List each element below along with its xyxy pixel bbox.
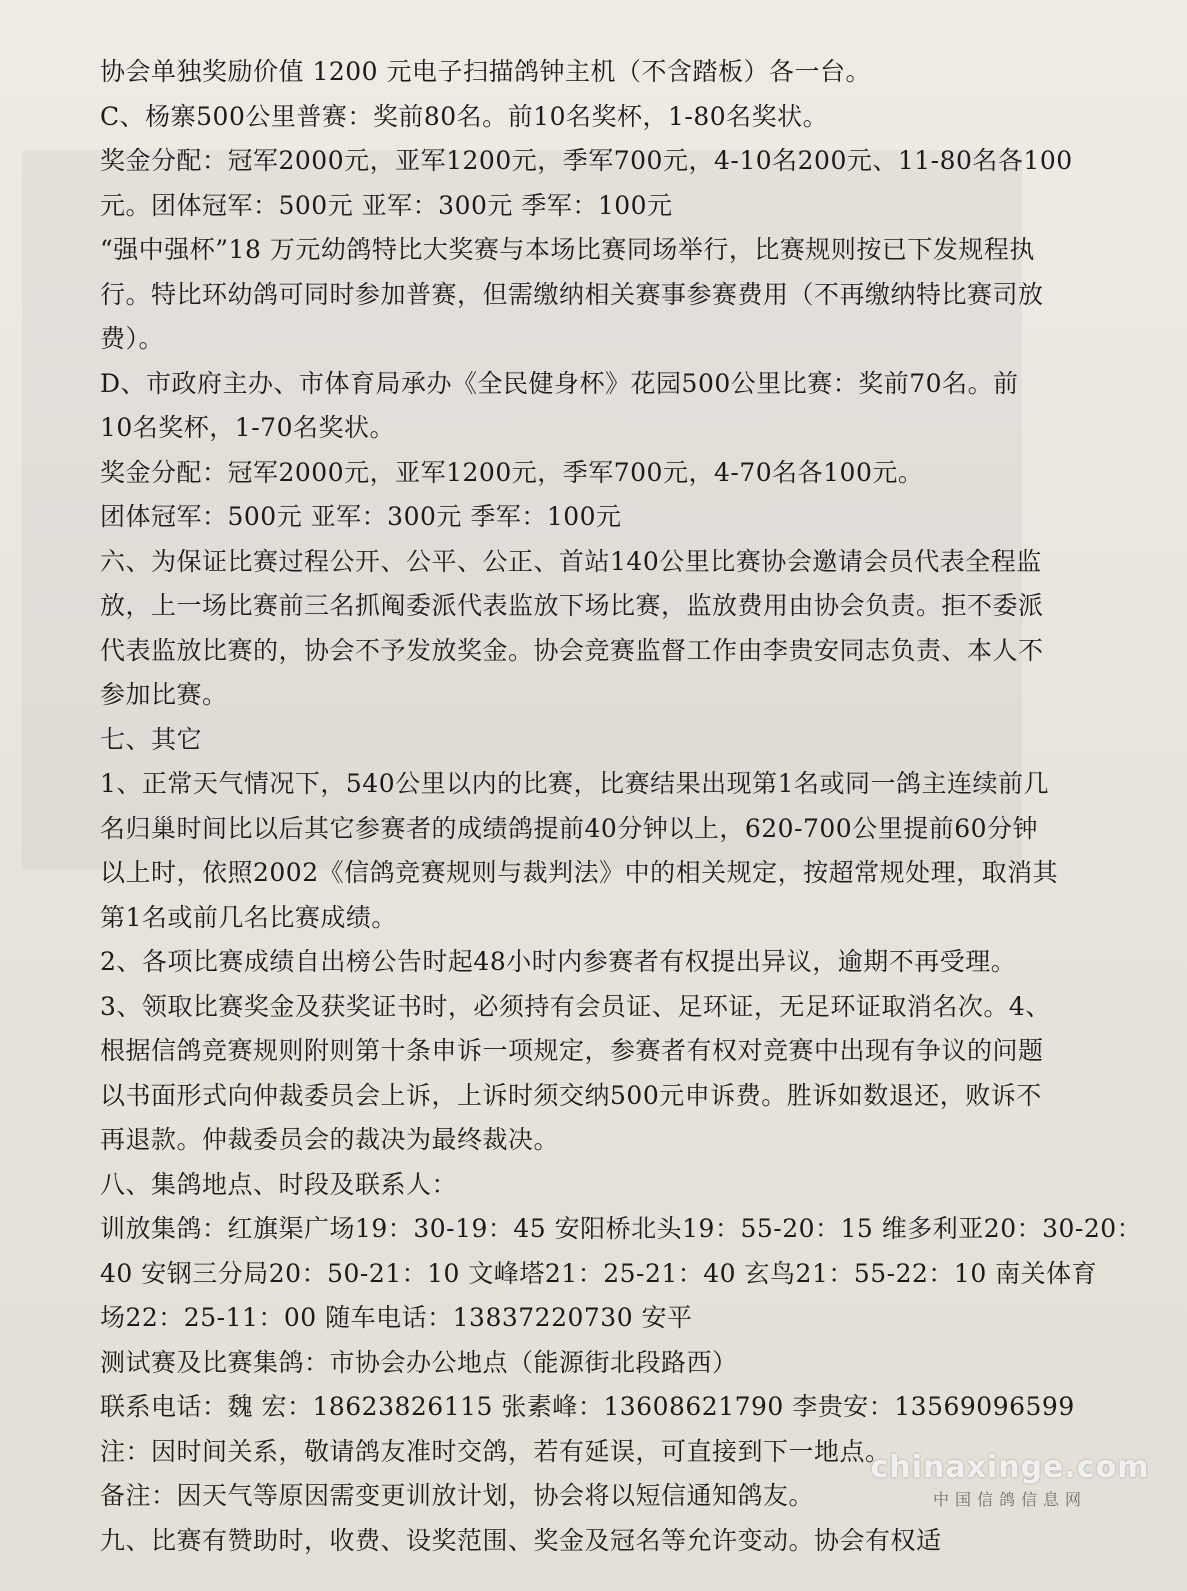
text-line: 协会单独奖励价值 1200 元电子扫描鸽钟主机（不含踏板）各一台。 xyxy=(100,57,872,86)
text-line: 场22：25-11：00 随车电话：13837220730 安平 xyxy=(100,1303,693,1332)
text-line: 代表监放比赛的，协会不予发放奖金。协会竞赛监督工作由李贵安同志负责、本人不 xyxy=(100,635,1044,665)
text-line: 行。特比环幼鸽可同时参加普赛，但需缴纳相关赛事参赛费用（不再缴纳特比赛司放 xyxy=(100,279,1044,309)
text-line: 联系电话：魏 宏：18623826115 张素峰：13608621790 李贵安：13569096599 xyxy=(100,1392,1075,1421)
text-line: 3、领取比赛奖金及获奖证书时，必须持有会员证、足环证，无足环证取消名次。4、 xyxy=(100,991,1051,1021)
text-line: “强中强杯”18 万元幼鸽特比大奖赛与本场比赛同场举行，比赛规则按已下发规程执 xyxy=(100,235,1035,264)
text-line: 以书面形式向仲裁委员会上诉，上诉时须交纳500元申诉费。胜诉如数退还，败诉不 xyxy=(100,1080,1042,1110)
text-line: D、市政府主办、市体育局承办《全民健身杯》花园500公里比赛：奖前70名。前 xyxy=(100,368,1019,398)
text-line: 参加比赛。 xyxy=(100,680,228,709)
text-line: 奖金分配：冠军2000元，亚军1200元，季军700元，4-70名各100元。 xyxy=(100,457,924,487)
document-body xyxy=(100,50,1143,1563)
text-line: 七、其它 xyxy=(100,724,203,754)
text-line: 费）。 xyxy=(100,324,165,353)
text-line: 测试赛及比赛集鸽：市协会办公地点（能源街北段路西） xyxy=(100,1347,738,1377)
watermark-site-name: chinaxinge.com xyxy=(870,1450,1150,1485)
watermark-subtitle: 中国信鸽信息网 xyxy=(932,1490,1087,1509)
text-line: 备注：因天气等原因需变更训放计划，协会将以短信通知鸽友。 xyxy=(100,1481,815,1510)
text-line: 以上时，依照2002《信鸽竞赛规则与裁判法》中的相关规定，按超常规处理，取消其 xyxy=(100,858,1059,887)
text-line: 2、各项比赛成绩自出榜公告时起48小时内参赛者有权提出异议，逾期不再受理。 xyxy=(100,947,1017,976)
text-line: 名归巢时间比以后其它参赛者的成绩鸽提前40分钟以上，620-700公里提前60分钟 xyxy=(100,813,1039,843)
text-line: 元。团体冠军：500元 亚军：300元 季军：100元 xyxy=(100,190,673,220)
text-line: 九、比赛有赞助时，收费、设奖范围、奖金及冠名等允许变动。协会有权适 xyxy=(100,1525,942,1555)
text-line: 团体冠军：500元 亚军：300元 季军：100元 xyxy=(100,502,622,531)
text-line: 再退款。仲裁委员会的裁决为最终裁决。 xyxy=(100,1125,560,1154)
site-watermark xyxy=(860,1450,1160,1510)
text-line: 训放集鸽：红旗渠广场19：30-19：45 安阳桥北头19：55-20：15 维多利亚20：30-20： xyxy=(100,1214,1143,1243)
text-line: 根据信鸽竞赛规则附则第十条申诉一项规定，参赛者有权对竞赛中出现有争议的问题 xyxy=(100,1036,1044,1065)
text-line: 10名奖杯，1-70名奖状。 xyxy=(100,413,395,442)
text-line: 1、正常天气情况下，540公里以内的比赛，比赛结果出现第1名或同一鸽主连续前几 xyxy=(100,769,1050,798)
text-line: 注：因时间关系，敬请鸽友准时交鸽，若有延误，可直接到下一地点。 xyxy=(100,1436,891,1466)
text-line: 40 安钢三分局20：50-21：10 文峰塔21：25-21：40 玄鸟21：55-22：10 南关体育 xyxy=(100,1258,1098,1288)
text-line: C、杨寨500公里普赛：奖前80名。前10名奖杯，1-80名奖状。 xyxy=(100,101,829,131)
text-line: 放，上一场比赛前三名抓阄委派代表监放下场比赛，监放费用由协会负责。拒不委派 xyxy=(100,591,1044,620)
text-line: 六、为保证比赛过程公开、公平、公正、首站140公里比赛协会邀请会员代表全程监 xyxy=(100,546,1042,576)
text-line: 第1名或前几名比赛成绩。 xyxy=(100,902,397,932)
text-line: 奖金分配：冠军2000元，亚军1200元，季军700元，4-10名200元、11-80名各100 xyxy=(100,146,1073,175)
text-line: 八、集鸽地点、时段及联系人： xyxy=(100,1169,458,1199)
